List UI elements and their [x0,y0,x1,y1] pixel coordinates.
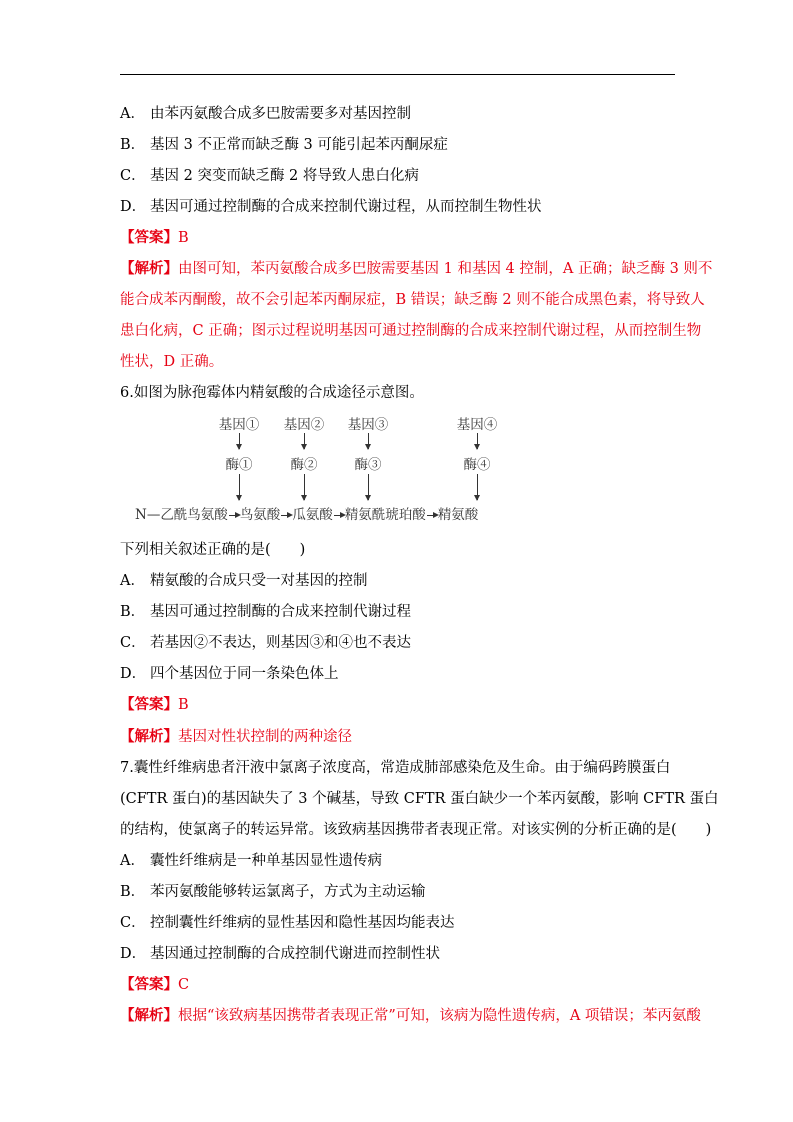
gene-4-arrow [477,433,478,449]
enzyme-3-label: 酶③ [354,457,382,473]
q7-stem-line-2: (CFTR 蛋白)的基因缺失了 3 个碱基，导致 CFTR 蛋白缺少一个苯丙氨酸，影响 CFTR 蛋白 [120,791,719,807]
q5-answer: 【答案】B [120,229,189,246]
q5-analysis-line-1: 【解析】由图可知，苯丙氨酸合成多巴胺需要基因 1 和基因 4 控制，A 正确；缺乏酶 3 则不 [120,260,713,277]
q6-answer: 【答案】B [120,696,189,713]
chain-arrow [334,515,344,516]
enzyme-4-label: 酶④ [463,457,491,473]
q6-stem: 6.如图为脉孢霉体内精氨酸的合成途径示意图。 [120,385,424,401]
chain-arrow [427,515,437,516]
q6-analysis: 【解析】基因对性状控制的两种途径 [120,728,352,745]
q7-stem-line-1: 7.囊性纤维病患者汗液中氯离子浓度高，常造成肺部感染危及生命。由于编码跨膜蛋白 [120,760,671,776]
gene-2-arrow [304,433,305,449]
q7-answer: 【答案】C [120,976,190,993]
q6-prompt: 下列相关叙述正确的是( ) [120,542,306,558]
gene-1-label: 基因① [218,417,260,433]
q7-stem-line-3: 的结构，使氯离子的转运异常。该致病基因携带者表现正常。对该实例的分析正确的是( ) [120,822,712,838]
pathway-chain [135,503,478,523]
q5-option-b: B． 基因 3 不正常而缺乏酶 3 可能引起苯丙酮尿症 [120,137,448,153]
q6-option-a: A． 精氨酸的合成只受一对基因的控制 [120,573,368,589]
q5-analysis-line-3: 患白化病，C 正确；图示过程说明基因可通过控制酶的合成来控制代谢过程，从而控制生物 [120,323,702,339]
q7-option-a: A． 囊性纤维病是一种单基因显性遗传病 [120,853,382,869]
q5-analysis-line-4: 性状，D 正确。 [120,354,224,370]
header-rule [120,74,675,75]
q6-option-d: D． 四个基因位于同一条染色体上 [120,666,339,682]
enzyme-1-arrow [239,474,240,500]
compound-arginine: 精氨酸 [437,507,479,523]
q5-option-d: D． 基因可通过控制酶的合成来控制代谢过程，从而控制生物性状 [120,199,542,215]
q5-option-c: C． 基因 2 突变而缺乏酶 2 将导致人患白化病 [120,168,419,184]
gene-4-label: 基因④ [456,417,498,433]
compound-citrulline: 瓜氨酸 [292,507,333,523]
q5-option-a: A． 由苯丙氨酸合成多巴胺需要多对基因控制 [120,106,411,122]
q7-analysis: 【解析】根据“该致病基因携带者表现正常”可知，该病为隐性遗传病，A 项错误；苯丙氨酸 [120,1007,701,1024]
q6-option-c: C． 若基因②不表达，则基因③和④也不表达 [120,635,411,651]
enzyme-2-label: 酶② [290,457,318,473]
gene-3-arrow [368,433,369,449]
chain-arrow [229,515,239,516]
enzyme-4-arrow [477,474,478,500]
chain-arrow [281,515,291,516]
arginine-pathway-diagram [135,413,530,525]
q5-analysis-line-2: 能合成苯丙酮酸，故不会引起苯丙酮尿症，B 错误；缺乏酶 2 则不能合成黑色素，将导致人 [120,292,705,308]
gene-1-arrow [239,433,240,449]
enzyme-2-arrow [304,474,305,500]
q7-option-d: D． 基因通过控制酶的合成控制代谢进而控制性状 [120,946,440,962]
compound-argininosuccinate: 精氨酰琥珀酸 [344,507,426,523]
q7-option-c: C． 控制囊性纤维病的显性基因和隐性基因均能表达 [120,915,455,931]
compound-ornithine: 鸟氨酸 [239,507,281,523]
gene-2-label: 基因② [283,417,325,433]
enzyme-3-arrow [368,474,369,500]
compound-n-acetylornithine: N—乙酰鸟氨酸 [135,507,228,523]
gene-3-label: 基因③ [347,417,389,433]
q7-option-b: B． 苯丙氨酸能够转运氯离子，方式为主动运输 [120,884,426,900]
enzyme-1-label: 酶① [225,457,253,473]
q6-option-b: B． 基因可通过控制酶的合成来控制代谢过程 [120,604,411,620]
